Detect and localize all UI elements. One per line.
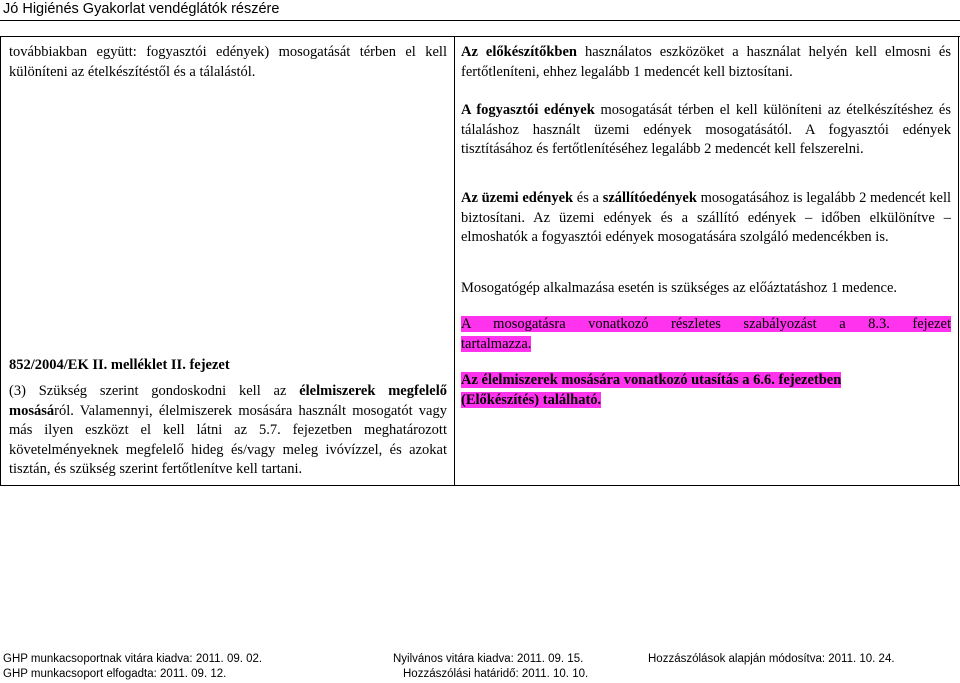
footer-left-2: GHP munkacsoport elfogadta: 2011. 09. 12.: [3, 668, 227, 680]
p2-bold: A fogyasztói edények: [461, 102, 595, 118]
right-paragraph-1: [461, 43, 951, 82]
p5-line-1: A mosogatásra vonatkozó részletes szabályozást a 8.3. fejezet: [461, 316, 951, 332]
p3-text: mosogatásához is legalább 2 medencét kell biztosítani. Az üzemi edények és a szállító edények – időben elkülönítve – elmoshatók a fogyasztói edények mosogatására szolgáló medencékben is.: [461, 190, 952, 245]
p1-text: használatos eszközöket a használat helyén kell elmosni és fertőtleníteni, ehhez legalább 1 medencét kell biztosítani.: [461, 44, 952, 80]
document-header-title: Jó Higiénés Gyakorlat vendéglátók részére: [3, 1, 280, 17]
p3-mid: és a: [573, 190, 603, 206]
p6-line-1: Az élelmiszerek mosására vonatkozó utasítás a 6.6. fejezetben: [461, 372, 842, 388]
table-top-border: [0, 36, 960, 37]
p1-bold: Az előkészítőkben: [461, 44, 577, 60]
regulation-text-2: ról. Valamennyi, élelmiszerek mosására használt mosogatót vagy más ilyen eszközt el kell látni az 5.7. fejezetben meghatározott követelményeknek megfelelő hideg és/vagy meleg ivóvízzel, és azokat tisztán, és szükség szerint fertőtlenítve kell tartani.: [9, 402, 447, 477]
right-paragraph-3: [461, 189, 951, 248]
table-column-divider: [454, 36, 455, 485]
p3-bold-1: Az üzemi edények: [461, 190, 574, 206]
regulation-title: 852/2004/EK II. melléklet II. fejezet: [9, 357, 230, 373]
footer-right-1: Hozzászólások alapján módosítva: 2011. 10. 24.: [648, 653, 895, 665]
left-top-paragraph: [9, 43, 447, 82]
table-left-border: [0, 36, 1, 485]
right-paragraph-2: [461, 101, 951, 160]
p2-text: mosogatását térben el kell különíteni az ételkészítéshez és tálaláshoz használt üzemi edények mosogatásától. A fogyasztói edények tisztításához és fertőtlenítéséhez legalább 2 medencét kell felszerelni.: [461, 102, 951, 157]
right-paragraph-4: Mosogatógép alkalmazása esetén is szükséges az előáztatáshoz 1 medence.: [461, 280, 898, 296]
p3-bold-2: szállítóedények: [602, 190, 697, 206]
p6-line-2: (Előkészítés) található.: [461, 391, 602, 408]
footer-middle-1: Nyilvános vitára kiadva: 2011. 09. 15.: [393, 653, 584, 665]
footer-left-1: GHP munkacsoportnak vitára kiadva: 2011. 09. 02.: [3, 653, 263, 665]
header-rule: [0, 20, 960, 21]
left-top-text: továbbiakban együtt: fogyasztói edények) mosogatását térben el kell különíteni az ételkészítéstől és a tálalástól.: [9, 44, 447, 80]
regulation-bold: élelmiszerek megfelelő mosásá: [9, 383, 447, 419]
table-right-border: [958, 36, 959, 485]
footer-middle-2: Hozzászólási határidő: 2011. 10. 10.: [403, 668, 589, 680]
table-bottom-border: [0, 485, 960, 486]
regulation-text-1: (3) Szükség szerint gondoskodni kell az: [9, 383, 300, 399]
mosogatas-reference: [461, 315, 951, 354]
elelmiszer-mosas-reference: [461, 371, 951, 410]
p5-line-2: tartalmazza.: [461, 335, 532, 352]
regulation-paragraph: [9, 382, 447, 480]
